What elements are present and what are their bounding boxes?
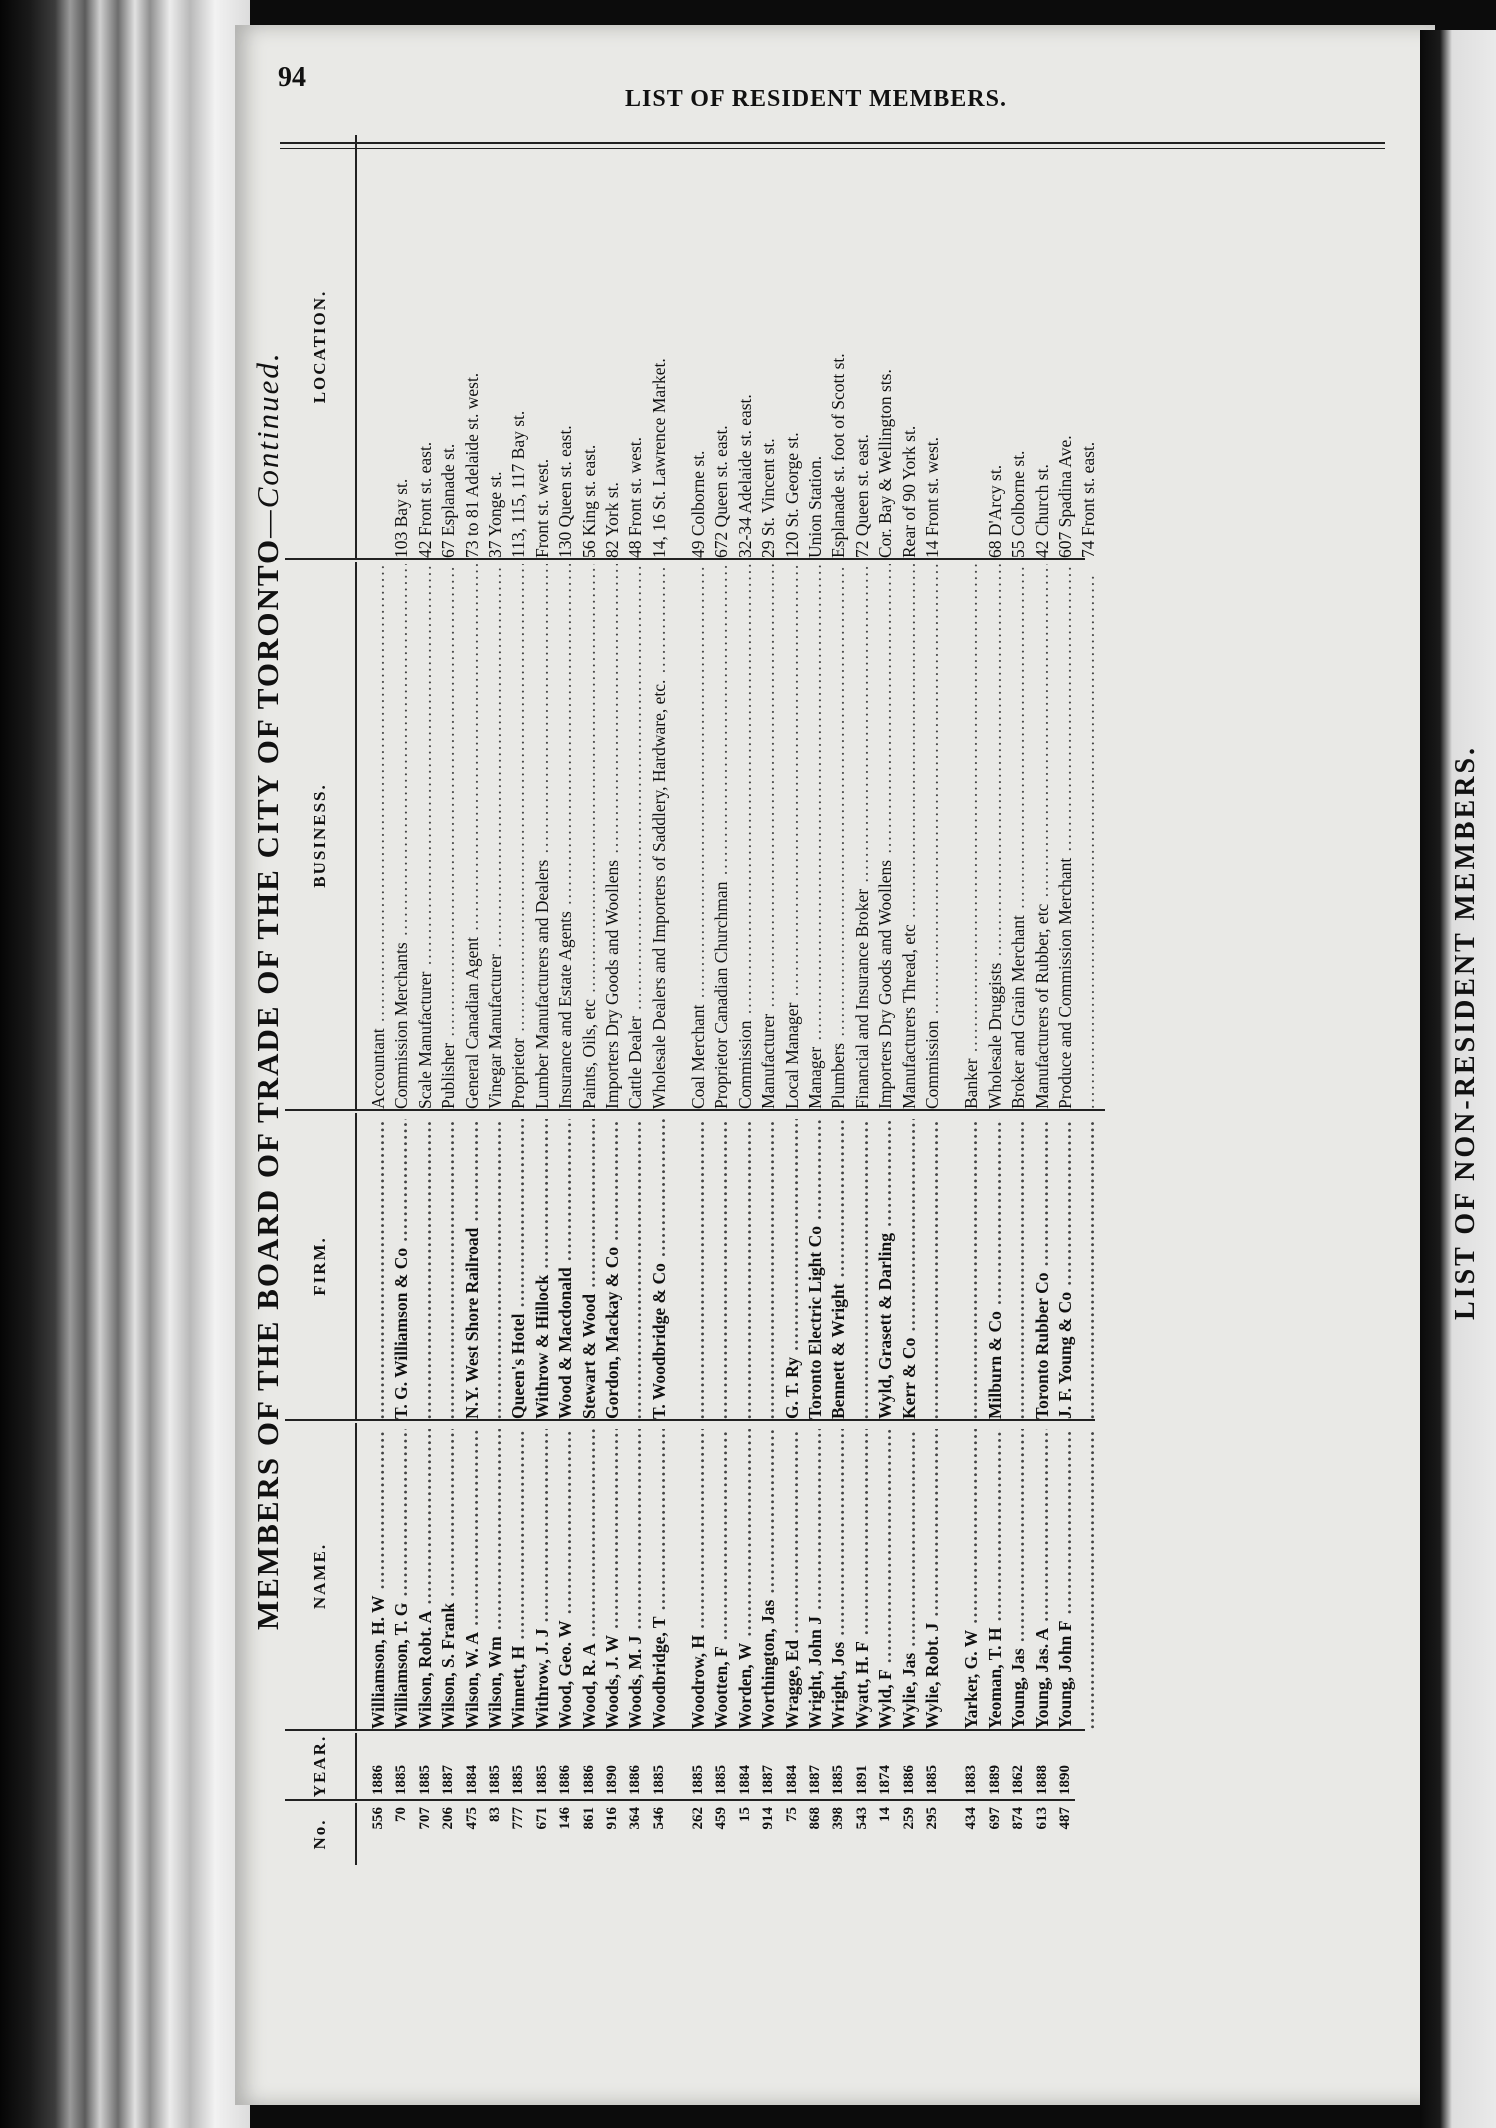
cell-name: Yarker, G. W ..... xyxy=(960,1429,983,1729)
table-row xyxy=(648,135,671,1865)
table-title-text: MEMBERS OF THE BOARD OF TRADE OF THE CITY OF TORONTO xyxy=(250,537,285,1630)
cell-business: General Canadian Agent ..... xyxy=(461,564,484,1109)
table-row xyxy=(851,135,874,1865)
cell-location: Union Station. xyxy=(805,455,826,558)
cell-location: 14 Front st. west. xyxy=(921,436,942,558)
cell-name: Wylie, Jas ..... xyxy=(898,1429,921,1729)
cell-no: 398 xyxy=(830,1807,847,1830)
cell-location: Front st. west. xyxy=(531,458,552,558)
cell-name: Worthington, Jas ..... xyxy=(757,1429,780,1729)
table-row xyxy=(1054,135,1077,1865)
cell-name: Wood, R. A ..... xyxy=(578,1429,601,1729)
cell-firm: Kerr & Co ..... xyxy=(898,1119,921,1419)
cell-location: 82 York st. xyxy=(601,482,622,558)
cell-year: 1874 xyxy=(877,1765,894,1795)
cell-year: 1885 xyxy=(923,1765,940,1795)
cell-firm xyxy=(367,1119,390,1419)
cell-name: Williamson, T. G ..... xyxy=(390,1429,413,1729)
cell-no: 697 xyxy=(986,1807,1003,1830)
cell-firm: T. G. Williamson & Co ..... xyxy=(390,1119,413,1419)
cell-location: 42 Front st. east. xyxy=(414,441,435,558)
table-row xyxy=(578,135,601,1865)
cell-business: Commission ..... xyxy=(734,564,757,1109)
cell-no: 206 xyxy=(440,1807,457,1830)
cell-year: 1887 xyxy=(760,1765,777,1795)
cell-business: Cattle Dealer ..... xyxy=(624,564,647,1109)
cell-location: 68 D'Arcy st. xyxy=(984,464,1005,558)
cell-business: Wholesale Druggists ..... xyxy=(984,564,1007,1109)
cell-location: 67 Esplanade st. xyxy=(438,443,459,558)
cell-business: Lumber Manufacturers and Dealers ..... xyxy=(531,564,554,1109)
cell-year: 1887 xyxy=(440,1765,457,1795)
cell-firm: T. Woodbridge & Co ..... xyxy=(648,1119,671,1419)
table-row xyxy=(960,135,983,1865)
cell-firm xyxy=(960,1119,983,1419)
cell-location: 29 St. Vincent st. xyxy=(758,438,779,558)
row-gap xyxy=(671,135,687,1865)
cell-name: Winnett, H ..... xyxy=(507,1429,530,1729)
cell-name: Woodrow, H ..... xyxy=(687,1429,710,1729)
table-row xyxy=(898,135,921,1865)
cell-location: Rear of 90 York st. xyxy=(898,425,919,558)
cell-year: 1884 xyxy=(463,1765,480,1795)
table-row xyxy=(1077,135,1100,1865)
cell-no: 556 xyxy=(370,1807,386,1830)
cell-name: Worden, W ..... xyxy=(734,1429,757,1729)
cell-business: Manager ..... xyxy=(804,564,827,1109)
cell-year: 1884 xyxy=(736,1765,753,1795)
cell-firm: N.Y. West Shore Railroad ..... xyxy=(461,1119,484,1419)
table-row xyxy=(531,135,554,1865)
table-row xyxy=(710,135,733,1865)
cell-firm xyxy=(921,1119,944,1419)
cell-year: 1886 xyxy=(627,1765,644,1795)
cell-firm xyxy=(414,1119,437,1419)
cell-year: 1886 xyxy=(557,1765,574,1795)
cell-location: 73 to 81 Adelaide st. west. xyxy=(461,372,482,558)
table-title xyxy=(250,351,286,1630)
cell-business: Coal Merchant ..... xyxy=(687,564,710,1109)
table-row xyxy=(781,135,804,1865)
cell-name: Wilson, W. A ..... xyxy=(461,1429,484,1729)
cell-no: 75 xyxy=(783,1807,800,1822)
cell-firm xyxy=(1077,1119,1100,1419)
cell-no: 14 xyxy=(877,1807,894,1822)
cell-no: 83 xyxy=(486,1807,503,1822)
table-row xyxy=(757,135,780,1865)
cell-firm xyxy=(757,1119,780,1419)
cell-no: 262 xyxy=(690,1807,707,1830)
cell-business: Vinegar Manufacturer ..... xyxy=(484,564,507,1109)
cell-business: Banker ..... xyxy=(960,564,983,1109)
header-year: YEAR. xyxy=(285,1733,357,1799)
cell-location: 42 Church st. xyxy=(1031,464,1052,558)
cell-business: Insurance and Estate Agents ..... xyxy=(554,564,577,1109)
cell-business: Manufacturer ..... xyxy=(757,564,780,1109)
members-table xyxy=(285,135,1205,1865)
cell-no: 434 xyxy=(963,1807,980,1830)
cell-no: 295 xyxy=(923,1807,940,1830)
cell-business: Financial and Insurance Broker ..... xyxy=(851,564,874,1109)
cell-location: 55 Colborne st. xyxy=(1008,450,1029,558)
cell-firm: Toronto Electric Light Co ..... xyxy=(804,1119,827,1419)
cell-business: Paints, Oils, etc ..... xyxy=(578,564,601,1109)
cell-no: 777 xyxy=(510,1807,527,1830)
cell-name: Wright, John J ..... xyxy=(804,1429,827,1729)
cell-firm: G. T. Ry ..... xyxy=(781,1119,804,1419)
cell-firm xyxy=(484,1119,507,1419)
cell-year: 1885 xyxy=(650,1765,667,1795)
table-row xyxy=(874,135,897,1865)
table-title-continued: —Continued. xyxy=(250,351,285,538)
cell-location: 56 King st. east. xyxy=(578,444,599,558)
cell-name: Young, John F ..... xyxy=(1054,1429,1077,1729)
cell-firm: Queen's Hotel ..... xyxy=(507,1119,530,1419)
cell-business: Scale Manufacturer ..... xyxy=(414,564,437,1109)
cell-name: Woods, J. W ..... xyxy=(601,1429,624,1729)
cell-name: Young, Jas ..... xyxy=(1007,1429,1030,1729)
cell-firm xyxy=(710,1119,733,1419)
table-row xyxy=(984,135,1007,1865)
table-row xyxy=(687,135,710,1865)
header-name: NAME. xyxy=(285,1423,357,1729)
cell-name: Wootten, F ..... xyxy=(710,1429,733,1729)
cell-firm xyxy=(437,1119,460,1419)
table-row xyxy=(601,135,624,1865)
table-row xyxy=(414,135,437,1865)
cell-name: Wilson, S. Frank ..... xyxy=(437,1429,460,1729)
table-row xyxy=(484,135,507,1865)
cell-no: 543 xyxy=(853,1807,870,1830)
cell-no: 861 xyxy=(580,1807,597,1830)
cell-business: Manufacturers Thread, etc ..... xyxy=(898,564,921,1109)
cell-year: 1884 xyxy=(783,1765,800,1795)
table-row xyxy=(367,135,390,1865)
cell-name: Wood, Geo. W ..... xyxy=(554,1429,577,1729)
cell-year: 1862 xyxy=(1010,1765,1027,1795)
table-row xyxy=(804,135,827,1865)
cell-no: 916 xyxy=(603,1807,620,1830)
table-row xyxy=(461,135,484,1865)
cell-year: 1888 xyxy=(1033,1765,1050,1795)
cell-business: Plumbers ..... xyxy=(827,564,850,1109)
table-row xyxy=(734,135,757,1865)
cell-name: Withrow, J. J ..... xyxy=(531,1429,554,1729)
cell-year: 1883 xyxy=(963,1765,980,1795)
header-location: LOCATION. xyxy=(285,135,357,558)
cell-no: 15 xyxy=(736,1807,753,1822)
cell-location: 32-34 Adelaide st. east. xyxy=(734,394,755,558)
cell-no: 146 xyxy=(557,1807,574,1830)
cell-year: 1885 xyxy=(510,1765,527,1795)
cell-location: 37 Yonge st. xyxy=(484,471,505,558)
cell-no: 487 xyxy=(1056,1807,1073,1830)
cell-location: 130 Queen st. east. xyxy=(555,425,576,558)
cell-no: 475 xyxy=(463,1807,480,1830)
cell-firm: Withrow & Hillock ..... xyxy=(531,1119,554,1419)
cell-year: 1890 xyxy=(1056,1765,1073,1795)
cell-name: Woods, M. J ..... xyxy=(624,1429,647,1729)
table-row xyxy=(1007,135,1030,1865)
cell-year: 1886 xyxy=(580,1765,597,1795)
table-row xyxy=(437,135,460,1865)
cell-location: 14, 16 St. Lawrence Market. xyxy=(648,358,669,558)
cell-location: 74 Front st. east. xyxy=(1078,441,1099,558)
cell-firm xyxy=(734,1119,757,1419)
running-head: LIST OF RESIDENT MEMBERS. xyxy=(625,86,1007,112)
cell-business: Accountant ..... xyxy=(367,564,390,1109)
book-binding xyxy=(0,0,250,2128)
table-row xyxy=(624,135,647,1865)
cell-firm xyxy=(851,1119,874,1419)
cell-no: 613 xyxy=(1033,1807,1050,1830)
cell-firm: Wyld, Grasett & Darling ..... xyxy=(874,1119,897,1419)
cell-year: 1891 xyxy=(853,1765,870,1795)
cell-business: Importers Dry Goods and Woollens ..... xyxy=(601,564,624,1109)
cell-year: 1885 xyxy=(486,1765,503,1795)
cell-no: 914 xyxy=(760,1807,777,1830)
cell-year: 1890 xyxy=(603,1765,620,1795)
cell-name: Yeoman, T. H ..... xyxy=(984,1429,1007,1729)
cell-firm: J. F. Young & Co ..... xyxy=(1054,1119,1077,1419)
cell-name: Wilson, Robt. A ..... xyxy=(414,1429,437,1729)
cell-name xyxy=(1077,1429,1100,1729)
cell-no: 671 xyxy=(533,1807,550,1830)
cell-business: Commission Merchants ..... xyxy=(390,564,413,1109)
cell-firm: Milburn & Co ..... xyxy=(984,1119,1007,1419)
cell-business: Importers Dry Goods and Woollens ..... xyxy=(874,564,897,1109)
cell-no: 707 xyxy=(416,1807,433,1830)
cell-business xyxy=(1077,564,1100,1109)
table-row xyxy=(554,135,577,1865)
table-row xyxy=(1031,135,1054,1865)
header-business: BUSINESS. xyxy=(285,562,357,1109)
next-section-title: LIST OF NON-RESIDENT MEMBERS. xyxy=(1450,744,1481,1320)
cell-no: 459 xyxy=(713,1807,730,1830)
cell-business: Proprietor Canadian Churchman ..... xyxy=(710,564,733,1109)
cell-business: Proprietor ..... xyxy=(507,564,530,1109)
cell-name: Woodbridge, T ..... xyxy=(648,1429,671,1729)
cell-year: 1889 xyxy=(986,1765,1003,1795)
cell-location: 103 Bay st. xyxy=(391,478,412,558)
table-body xyxy=(367,135,1101,1865)
cell-location: 49 Colborne st. xyxy=(688,450,709,558)
cell-no: 70 xyxy=(393,1807,410,1822)
cell-firm xyxy=(1007,1119,1030,1419)
cell-year: 1886 xyxy=(370,1765,386,1795)
cell-name: Wragge, Ed ..... xyxy=(781,1429,804,1729)
cell-business: Manufacturers of Rubber, etc ..... xyxy=(1031,564,1054,1109)
cell-no: 874 xyxy=(1010,1807,1027,1830)
cell-year: 1885 xyxy=(393,1765,410,1795)
cell-firm: Bennett & Wright ..... xyxy=(827,1119,850,1419)
cell-business: Wholesale Dealers and Importers of Saddlery, Hardware, etc. ..... xyxy=(648,564,671,1109)
cell-business: Local Manager ..... xyxy=(781,564,804,1109)
cell-location: 72 Queen st. east. xyxy=(851,434,872,558)
cell-location: 48 Front st. west. xyxy=(625,436,646,558)
table-row xyxy=(827,135,850,1865)
cell-no: 364 xyxy=(627,1807,644,1830)
cell-name: Wyatt, H. F ..... xyxy=(851,1429,874,1729)
cell-location: Esplanade st. foot of Scott st. xyxy=(828,353,849,558)
cell-name: Young, Jas. A ..... xyxy=(1031,1429,1054,1729)
cell-location: 672 Queen st. east. xyxy=(711,425,732,558)
cell-business: Broker and Grain Merchant ..... xyxy=(1007,564,1030,1109)
cell-firm xyxy=(687,1119,710,1419)
cell-firm: Stewart & Wood ..... xyxy=(578,1119,601,1419)
cell-location: 120 St. George st. xyxy=(781,432,802,558)
cell-business: Commission ..... xyxy=(921,564,944,1109)
cell-firm xyxy=(624,1119,647,1419)
cell-no: 546 xyxy=(650,1807,667,1830)
cell-firm: Gordon, Mackay & Co ..... xyxy=(601,1119,624,1419)
cell-location: 113, 115, 117 Bay st. xyxy=(508,410,529,558)
cell-no: 259 xyxy=(900,1807,917,1830)
header-no: No. xyxy=(285,1803,357,1865)
cell-year: 1887 xyxy=(807,1765,824,1795)
cell-firm: Wood & Macdonald ..... xyxy=(554,1119,577,1419)
cell-business: Produce and Commission Merchant ..... xyxy=(1054,564,1077,1109)
cell-firm: Toronto Rubber Co ..... xyxy=(1031,1119,1054,1419)
cell-year: 1885 xyxy=(533,1765,550,1795)
row-gap xyxy=(944,135,960,1865)
cell-name: Wylie, Robt. J ..... xyxy=(921,1429,944,1729)
cell-location: 607 Spadina Ave. xyxy=(1054,435,1075,558)
table-row xyxy=(507,135,530,1865)
cell-no: 868 xyxy=(807,1807,824,1830)
table-row xyxy=(390,135,413,1865)
table-row xyxy=(921,135,944,1865)
cell-name: Wright, Jos ..... xyxy=(827,1429,850,1729)
cell-location: Cor. Bay & Wellington sts. xyxy=(875,369,896,558)
cell-year: 1885 xyxy=(416,1765,433,1795)
cell-year: 1885 xyxy=(690,1765,707,1795)
page-number: 94 xyxy=(278,62,306,93)
cell-year: 1885 xyxy=(713,1765,730,1795)
cell-name: Williamson, H. W ..... xyxy=(367,1429,390,1729)
cell-business: Publisher ..... xyxy=(437,564,460,1109)
cell-name: Wilson, Wm ..... xyxy=(484,1429,507,1729)
cell-year: 1886 xyxy=(900,1765,917,1795)
cell-name: Wyld, F ..... xyxy=(874,1429,897,1729)
cell-year: 1885 xyxy=(830,1765,847,1795)
header-firm: FIRM. xyxy=(285,1113,357,1419)
